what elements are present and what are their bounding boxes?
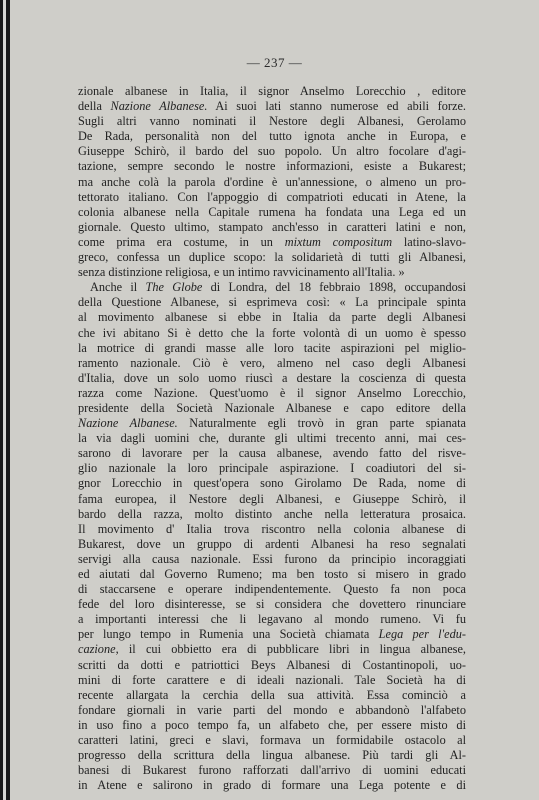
text-line: colonia albanese nella Capitale rumena ha fondata una Lega ed un <box>78 204 466 219</box>
text-span: della <box>78 99 111 114</box>
text-line: la via dagli uomini che, durante gli ultimi trecento anni, mai ces- <box>78 431 466 446</box>
text-line: mini di forte carattere e di ideali nazionali. Tale Società ha di <box>78 672 466 687</box>
text-line: d'Italia, dove un solo uomo riuscì a destare la coscienza di questa <box>78 370 466 385</box>
text-line: di staccarsene e operare indipendentemente. Questo fa non poca <box>78 582 466 597</box>
text-line: progresso della scrittura della lingua albanese. Più tardi gli Al- <box>78 748 466 763</box>
text-span: Anche il <box>90 280 146 295</box>
text-line <box>78 99 466 114</box>
text-line <box>78 235 466 250</box>
text-line: ramento nazionale. Ciò è vero, almeno nel caso degli Albanesi <box>78 355 466 370</box>
text-line: ed aiutati dal Governo Rumeno; ma ben tosto si misero in grado <box>78 567 466 581</box>
text-line <box>78 416 466 431</box>
text-line: Giuseppe Schirò, il bardo del suo popolo. Un altro focolare d'agi- <box>78 144 466 159</box>
text-span: Naturalmente egli trovò in gran parte spianata <box>177 416 466 431</box>
scan-binding-highlight <box>3 0 6 800</box>
text-line: a importanti interessi che li legavano al mondo rumeno. Vi fu <box>78 612 466 627</box>
italic-title: The Globe <box>145 280 203 295</box>
text-line: tazione, sempre secondo le nostre informazioni, esiste a Bukarest; <box>78 159 466 174</box>
text-line: banesi di Bukarest furono rafforzati dall'arrivo di uomini educati <box>78 763 466 778</box>
text-line: la motrice di grandi masse alle loro tacite aspirazioni pel miglio- <box>78 340 466 355</box>
text-line: glio nazionale la loro principale aspirazione. I coadiutori del si- <box>78 461 466 476</box>
text-line: fede del loro disinteresse, se si considera che dovettero rinunciare <box>78 597 466 612</box>
text-line <box>78 280 466 295</box>
text-line: ma anche colà la parola d'ordine è un'annessione, o almeno un pro- <box>78 174 466 189</box>
text-span: di Londra, del 18 febbraio 1898, occupandosi <box>202 280 466 295</box>
text-line: gnor Lorecchio in quest'opera sono Girolamo De Rada, nome di <box>78 476 466 491</box>
text-line: bardo della razza, molto distinto anche nella letteratura prosaica. <box>78 506 466 521</box>
text-line <box>78 642 466 657</box>
book-page <box>10 0 539 800</box>
body-text <box>78 84 466 793</box>
text-line <box>78 627 466 642</box>
text-span: Ai suoi lati stanno numerose ed abili forze. <box>207 99 466 114</box>
text-line: fondare giornali in varie parti del mondo e abbandonò l'alfabeto <box>78 702 466 717</box>
text-line: senza distinzione religiosa, e un intimo ravvicinamento all'Italia. » <box>78 265 405 280</box>
italic-title: Lega per l'edu- <box>378 627 466 642</box>
text-line: De Rada, personalità non del tutto ignota anche in Europa, e <box>78 129 466 144</box>
text-line: Il movimento d' Italia trova riscontro nella colonia albanese di <box>78 521 466 536</box>
text-line: scritti da dotti e patriottici Beys Albanesi di Costantinopoli, uo- <box>78 657 466 672</box>
text-line: Sugli altri vanno nominati il Nestore degli Albanesi, Gerolamo <box>78 114 466 129</box>
text-span: il cui obbietto era di pubblicare libri in lingua albanese, <box>118 642 466 657</box>
text-line: fama europea, il Nestore degli Albanesi, e Giuseppe Schirò, il <box>78 491 466 506</box>
text-line: greco, confessa un duplice scopo: la solidarietà di tutti gli Albanesi, <box>78 250 466 265</box>
text-line: tettorato italiano. Con l'appoggio di compatrioti educati in Atene, la <box>78 189 466 204</box>
italic-title: cazione, <box>78 642 119 657</box>
text-line: che ivi abitano Si è detto che la forte volontà di un uomo è spesso <box>78 325 466 340</box>
text-span: per lungo tempo in Rumenia una Società chiamata <box>78 627 379 642</box>
text-line: giornale. Questo ultimo, stampato anch'esso in caratteri latini e non, <box>78 219 466 234</box>
text-line: della Questione Albanese, si esprimeva così: « La principale spinta <box>78 295 466 310</box>
text-line: presidente della Società Nazionale Albanese e capo editore della <box>78 400 466 415</box>
text-line: caratteri latini, greci e slavi, formava un formidabile ostacolo al <box>78 733 466 748</box>
text-line: recente allargata la cerchia della sua attività. Essa cominciò a <box>78 687 466 702</box>
text-line: in uso fino a poco tempo fa, un alfabeto che, per essere misto di <box>78 717 466 732</box>
text-span: come prima era costume, in un <box>78 234 285 249</box>
italic-title: Nazione Albanese. <box>110 99 208 114</box>
page-number: — 237 — <box>246 55 303 70</box>
text-line: Bukarest, dove un gruppo di ardenti Albanesi ha reso segnalati <box>78 536 466 551</box>
italic-title: Nazione Albanese. <box>78 416 178 431</box>
text-line: in Atene e salirono in grado di formare una Lega potente e di <box>78 778 466 793</box>
text-line: zionale albanese in Italia, il signor Anselmo Lorecchio , editore <box>78 84 466 98</box>
italic-title: mixtum compositum <box>284 234 393 249</box>
text-line: servigi alla causa nazionale. Essi furono da principio incoraggiati <box>78 551 466 566</box>
text-line: sarono di lavorare per la causa albanese, avendo fatto del risve- <box>78 446 466 461</box>
text-line: razza come Nazione. Quest'uomo è il signor Anselmo Lorecchio, <box>78 385 466 400</box>
text-span: latino-slavo- <box>392 234 467 249</box>
text-line: al movimento albanese si ebbe in Italia da parte degli Albanesi <box>78 310 466 325</box>
